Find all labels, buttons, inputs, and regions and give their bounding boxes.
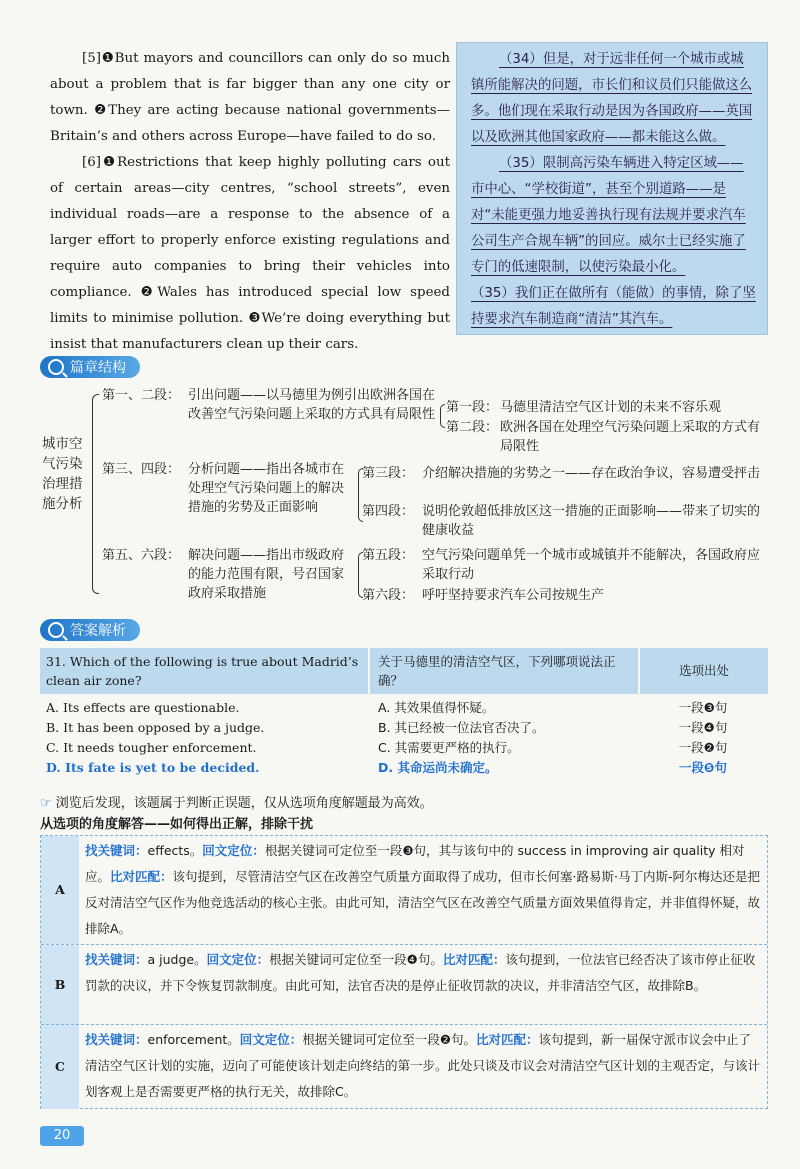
structure-root: 城市空气污染治理措施分析 <box>42 436 83 512</box>
root-brace <box>92 394 99 594</box>
group-1-item-1-text: 马德里清洁空气区计划的未来不容乐观 <box>500 400 722 415</box>
answer-table-header <box>40 648 768 694</box>
group-1-label: 第一、二段： <box>102 388 181 403</box>
option-row: C. It needs tougher enforcement. C. 其需要更严格的执行。 一段❷句 <box>46 740 728 755</box>
analysis-row-b: B 找关键词：a judge。回文定位：根据关键词可定位至一段❹句。比对匹配：该句提到，一位法官已经否决了该市停止征收罚款的决议，并下令恢复罚款制度。由此可知，法官否决的是停止征收罚款的决议，并非清洁空气区，故排除B。 <box>41 944 767 1025</box>
group-2-item-2-text: 说明伦敦超低排放区这一措施的正面影响——带来了切实的健康收益 <box>422 504 761 538</box>
group-2-item-1-text: 介绍解决措施的劣势之一——存在政治争议，容易遭受抨击 <box>422 466 761 481</box>
tip-line: ☞ 浏览后发现，该题属于判断正误题，仅从选项角度解题最为高效。 <box>40 796 433 811</box>
correct-option-row: D. Its fate is yet to be decided. D. 其命运尚未确定。 一段❺句 <box>46 760 728 775</box>
structure-diagram <box>40 382 770 610</box>
analysis-row-c: C 找关键词：enforcement。回文定位：根据关键词可定位至一段❷句。比对匹配：该句提到，新一届保守派市议会中止了清洁空气区计划的实施，迈向了可能使该计划走向终结的第一步。此处只谈及市议会对清洁空气区计划的主观否定，与该计划客观上是否需要更严格的执行无关，故排除C。 <box>41 1024 767 1109</box>
group-3-item-2-text: 呼吁坚持要求汽车公司按规生产 <box>422 588 605 603</box>
question-en: 31. Which of the following is true about Madrid’s clean air zone? <box>46 654 359 688</box>
group-3-desc: 解决问题——指出市级政府的能力范围有限，号召国家政府采取措施 <box>188 548 345 601</box>
group-1-item-2-label: 第二段： <box>446 420 499 435</box>
search-icon <box>48 622 64 638</box>
structure-heading: 篇章结构 <box>40 355 140 379</box>
group-2-label: 第三、四段： <box>102 462 181 477</box>
question-zh: 关于马德里的清洁空气区，下列哪项说法正确？ <box>368 648 638 694</box>
group-2-desc: 分析问题——指出各城市在处理空气污染问题上的解决措施的劣势及正面影响 <box>188 462 345 515</box>
group-3-label: 第五、六段： <box>102 548 181 563</box>
group-1-item-2-text: 欧洲各国在处理空气污染问题上采取的方式有局限性 <box>500 420 761 454</box>
group-1-desc: 引出问题——以马德里为例引出欧洲各国在改善空气污染问题上采取的方式具有局限性 <box>188 388 436 422</box>
group-2-item-2-label: 第四段： <box>362 504 415 519</box>
note-34: （34）但是，对于远非任何一个城市或城镇所能解决的问题，市长们和议员们只能做这么多。他们现在采取行动是因为各国政府——英国以及欧洲其他国家政府——都未能这么做。 <box>471 52 753 145</box>
group-2-item-1-label: 第三段： <box>362 466 415 481</box>
source-header: 选项出处 <box>638 648 768 694</box>
option-row: B. It has been opposed by a judge. B. 其已经被一位法官否决了。 一段❹句 <box>46 720 728 735</box>
paragraph-5: [5]❶But mayors and councillors can only do so much about a problem that is far bigger than any one city or town. ❷They are acting because national governments—Britain’s and others across Europe—have failed to do so. <box>50 51 451 144</box>
answers-heading: 答案解析 <box>40 618 140 642</box>
note-35b: （35）我们正在做所有（能做）的事情，除了坚持要求汽车制造商“清洁”其汽车。 <box>471 286 756 327</box>
group-3-item-1-text: 空气污染问题单凭一个城市或城镇并不能解决，各国政府应采取行动 <box>422 548 761 582</box>
group-3-item-1-label: 第五段： <box>362 548 415 563</box>
option-row: A. Its effects are questionable. A. 其效果值得怀疑。 一段❸句 <box>46 700 728 715</box>
search-icon <box>48 359 64 375</box>
answer-subheading: 从选项的角度解答——如何得出正解，排除干扰 <box>40 817 314 832</box>
page-number: 20 <box>40 1126 84 1146</box>
group-1-item-1-label: 第一段： <box>446 400 499 415</box>
pointing-hand-icon: ☞ <box>40 796 52 811</box>
option-analysis <box>40 835 768 1109</box>
analysis-row-a: A 找关键词：effects。回文定位：根据关键词可定位至一段❸句，其与该句中的 success in improving air quality 相对应。比对匹配：该句提到，尽管清洁空气区在改善空气质量方面取得了成功，但市长何塞·路易斯·马丁内斯-阿尔梅达还是把反对清洁空气区作为他竞选活动的核心主张。由此可知，清洁空气区在改善空气质量方面效果值得肯定，并非值得怀疑，故排除A。 <box>41 836 767 944</box>
answer-table <box>40 648 768 778</box>
group-3-item-2-label: 第六段： <box>362 588 415 603</box>
note-35a: （35）限制高污染车辆进入特定区域——市中心、“学校街道”，甚至个别道路——是对“未能更强力地妥善执行现有法规并要求汽车公司生产合规车辆”的回应。威尔士已经实施了专门的低速限制，以使污染最小化。 <box>471 156 746 275</box>
translation-notes <box>456 42 768 335</box>
paragraph-6: [6]❶Restrictions that keep highly polluting cars out of certain areas—city centres, “school streets”, even individual roads—are a response to the absence of a larger effort to properly enforce existing regulations and require auto companies to bring their vehicles into compliance. ❷Wales has introduced special low speed limits to minimise pollution. ❸We’re doing everything but insist that manufacturers clean up their cars. <box>50 155 451 352</box>
english-passage <box>50 46 450 358</box>
